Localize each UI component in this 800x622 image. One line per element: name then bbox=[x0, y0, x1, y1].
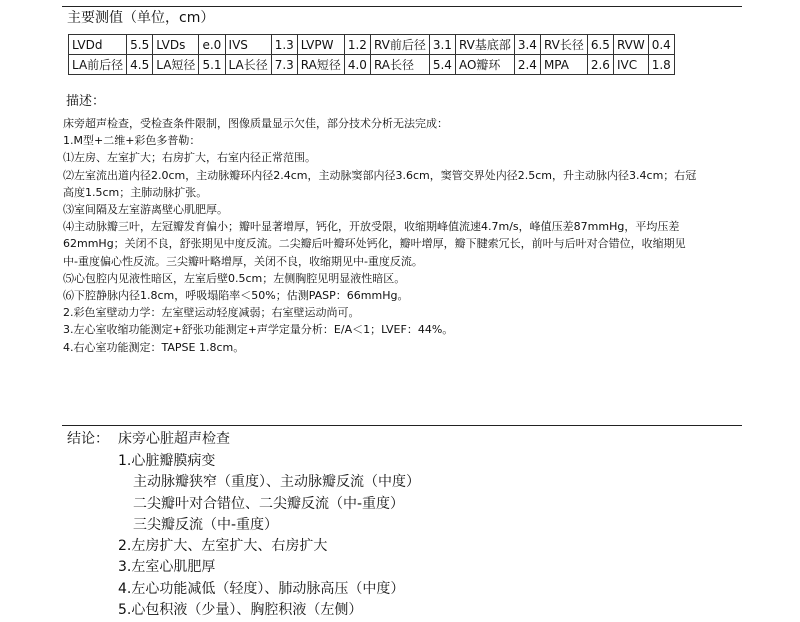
measurement-label: LA前后径 bbox=[69, 55, 127, 75]
measurement-value: 3.1 bbox=[429, 35, 455, 55]
description-line: ⑷主动脉瓣三叶，左冠瓣发育偏小；瓣叶显著增厚，钙化，开放受限，收缩期峰值流速4.7m/s，峰值压差87mmHg，平均压差 bbox=[63, 220, 680, 234]
measurement-value: 3.4 bbox=[514, 35, 540, 55]
description-line: ⑹下腔静脉内径1.8cm，呼吸塌陷率＜50%；估测PASP：66mmHg。 bbox=[63, 289, 409, 303]
measurement-label: MPA bbox=[540, 55, 587, 75]
section-divider bbox=[62, 425, 742, 426]
conclusion-item: 3.左室心肌肥厚 bbox=[118, 559, 216, 576]
measurement-row bbox=[69, 35, 675, 55]
conclusion-item: 4.左心功能减低（轻度）、肺动脉高压（中度） bbox=[118, 580, 405, 597]
measurement-label: RA长径 bbox=[370, 55, 429, 75]
description-line: 高度1.5cm；主肺动脉扩张。 bbox=[63, 185, 208, 199]
conclusion-title: 床旁心脏超声检查 bbox=[118, 431, 230, 447]
conclusion-item: 2.左房扩大、左室扩大、右房扩大 bbox=[118, 538, 328, 555]
description-line: 1.M型+二维+彩色多普勒： bbox=[63, 134, 201, 148]
conclusion-subitem: 主动脉瓣狭窄（重度）、主动脉瓣反流（中度） bbox=[133, 474, 420, 491]
measurement-value: 4.0 bbox=[344, 55, 370, 75]
description-body bbox=[63, 115, 753, 356]
description-line: ⑴左房、左室扩大；右房扩大，右室内径正常范围。 bbox=[63, 151, 316, 165]
measurement-label: RV基底部 bbox=[455, 35, 514, 55]
conclusion-heading: 结论： bbox=[67, 431, 109, 447]
description-line: ⑸心包腔内见液性暗区，左室后壁0.5cm；左侧胸腔见明显液性暗区。 bbox=[63, 271, 406, 285]
measurement-value: 1.8 bbox=[648, 55, 674, 75]
measurement-value: 1.3 bbox=[271, 35, 297, 55]
measurement-value: 6.5 bbox=[587, 35, 613, 55]
conclusion-subitem: 三尖瓣反流（中-重度） bbox=[133, 516, 279, 533]
measurement-label: RVW bbox=[613, 35, 648, 55]
measurement-value: 5.5 bbox=[127, 35, 153, 55]
measurements-table bbox=[68, 34, 675, 75]
measurement-row bbox=[69, 55, 675, 75]
measurement-value: 4.5 bbox=[127, 55, 153, 75]
measurement-label: LVPW bbox=[297, 35, 344, 55]
measurement-label: LVDd bbox=[69, 35, 127, 55]
measurement-value: 5.4 bbox=[429, 55, 455, 75]
description-line: 床旁超声检查，受检查条件限制，图像质量显示欠佳，部分技术分析无法完成： bbox=[63, 117, 448, 130]
conclusion-list bbox=[118, 451, 420, 621]
measurement-label: LA短径 bbox=[153, 55, 199, 75]
measurements-heading: 主要测值（单位，cm） bbox=[67, 10, 215, 26]
measurement-label: RV长径 bbox=[540, 35, 587, 55]
description-line: 3.左心室收缩功能测定+舒张功能测定+声学定量分析：E/A＜1；LVEF：44%。 bbox=[63, 323, 454, 337]
measurement-value: 2.4 bbox=[514, 55, 540, 75]
description-line: ⑶室间隔及左室游离壁心肌肥厚。 bbox=[63, 203, 228, 217]
top-divider bbox=[62, 6, 742, 7]
measurement-label: RA短径 bbox=[297, 55, 344, 75]
conclusion-item: 5.心包积液（少量）、胸腔积液（左侧） bbox=[118, 602, 363, 619]
measurement-value: е.0 bbox=[199, 35, 225, 55]
measurement-label: LA长径 bbox=[225, 55, 271, 75]
description-line: 2.彩色室壁动力学：左室壁运动轻度减弱；右室壁运动尚可。 bbox=[63, 306, 360, 320]
measurement-value: 7.3 bbox=[271, 55, 297, 75]
measurement-label: AO瓣环 bbox=[455, 55, 514, 75]
measurement-label: RV前后径 bbox=[370, 35, 429, 55]
description-line: 62mmHg；关闭不良，舒张期见中度反流。二尖瓣后叶瓣环处钙化，瓣叶增厚，瓣下腱索冗长，前叶与后叶对合错位，收缩期见 bbox=[63, 237, 686, 251]
measurement-value: 5.1 bbox=[199, 55, 225, 75]
measurement-label: IVC bbox=[613, 55, 648, 75]
measurement-value: 2.6 bbox=[587, 55, 613, 75]
measurement-value: 1.2 bbox=[344, 35, 370, 55]
measurement-value: 0.4 bbox=[648, 35, 674, 55]
description-line: 中-重度偏心性反流。三尖瓣叶略增厚，关闭不良，收缩期见中-重度反流。 bbox=[63, 254, 423, 268]
conclusion-subitem: 二尖瓣叶对合错位、二尖瓣反流（中-重度） bbox=[133, 495, 405, 512]
conclusion-item: 1.心脏瓣膜病变 bbox=[118, 453, 216, 469]
description-line: ⑵左室流出道内径2.0cm，主动脉瓣环内径2.4cm，主动脉窦部内径3.6cm，窦管交界处内径2.5cm，升主动脉内径3.4cm；右冠 bbox=[63, 168, 697, 182]
description-line: 4.右心室功能测定：TAPSE 1.8cm。 bbox=[63, 340, 245, 354]
measurement-label: IVS bbox=[225, 35, 271, 55]
description-heading: 描述： bbox=[66, 94, 106, 109]
measurement-label: LVDs bbox=[153, 35, 199, 55]
